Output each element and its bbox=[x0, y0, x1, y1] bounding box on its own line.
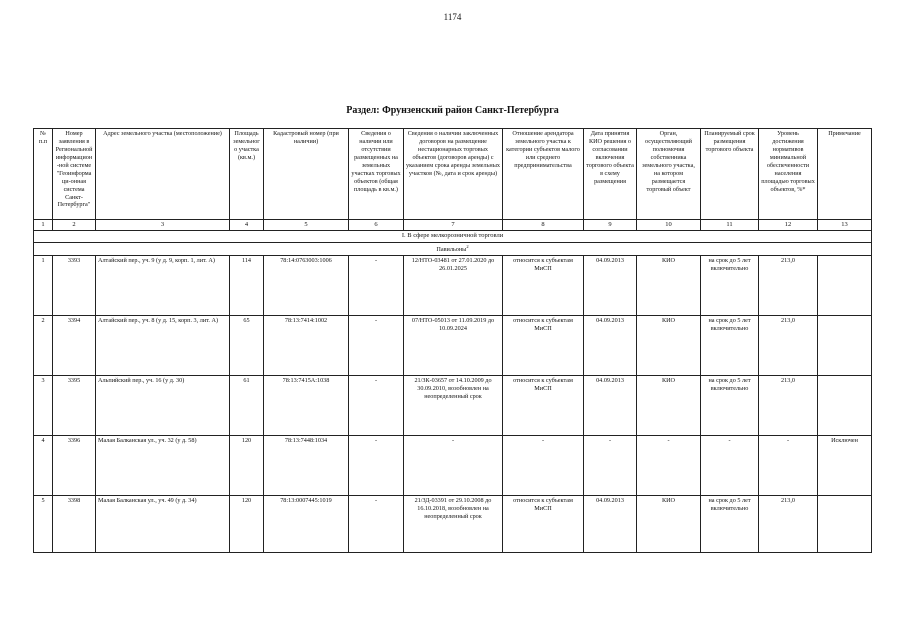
application-number-cell: 3394 bbox=[53, 316, 96, 376]
row-number-cell: 3 bbox=[34, 376, 53, 436]
note-cell bbox=[818, 496, 872, 553]
provision-level-cell: - bbox=[759, 436, 818, 496]
header-cell bbox=[759, 129, 818, 220]
approval-date-cell: 04.09.2013 bbox=[584, 376, 637, 436]
approval-date-cell: 04.09.2013 bbox=[584, 316, 637, 376]
column-number: 2 bbox=[53, 220, 96, 231]
column-number-row bbox=[34, 220, 872, 231]
header-cell: Сведения о наличии заключенных договоров на размещение нестационарных торговых объектов (договоров аренды) с указанием срока аренды земельных участков (№, дата и срок аренды) bbox=[404, 129, 503, 220]
column-number: 3 bbox=[96, 220, 230, 231]
sme-status-cell: - bbox=[503, 436, 584, 496]
cadastral-number-cell: 78:13:7414:1002 bbox=[264, 316, 349, 376]
table-row bbox=[34, 436, 872, 496]
row-number-cell: 1 bbox=[34, 256, 53, 316]
section-title: Раздел: Фрунзенский район Санкт-Петербурга bbox=[346, 105, 559, 116]
approval-date-cell: - bbox=[584, 436, 637, 496]
area-cell: 120 bbox=[230, 496, 264, 553]
area-cell: 114 bbox=[230, 256, 264, 316]
group-heading: I. В сфере мелкорозничной торговли bbox=[34, 231, 872, 243]
header-cell-text: Уровень достижения нормативов минимальной обеспеченности населения площадью торговых объектов, % bbox=[761, 130, 815, 193]
table-row bbox=[34, 316, 872, 376]
header-cell: Адрес земельного участка (местоположение) bbox=[96, 129, 230, 220]
contract-info-cell: 21/ЗД-03391 от 29.10.2008 до 16.10.2018, возобновлен на неопределенный срок bbox=[404, 496, 503, 553]
column-number: 9 bbox=[584, 220, 637, 231]
address-cell: Алтайский пер., уч. 9 (у д. 9, корп. 1, лит. А) bbox=[96, 256, 230, 316]
application-number-cell: 3393 bbox=[53, 256, 96, 316]
area-cell: 61 bbox=[230, 376, 264, 436]
planned-term-cell: на срок до 5 лет включительно bbox=[701, 256, 759, 316]
column-number: 12 bbox=[759, 220, 818, 231]
header-row bbox=[34, 129, 872, 220]
contract-info-cell: 07/НТО-05013 от 11.09.2019 до 10.09.2024 bbox=[404, 316, 503, 376]
note-cell: Исключен bbox=[818, 436, 872, 496]
header-cell: Примечание bbox=[818, 129, 872, 220]
column-number: 1 bbox=[34, 220, 53, 231]
contract-info-cell: - bbox=[404, 436, 503, 496]
column-number: 6 bbox=[349, 220, 404, 231]
registry-table bbox=[33, 128, 872, 553]
sme-status-cell: относится к субъектам МиСП bbox=[503, 376, 584, 436]
column-number: 5 bbox=[264, 220, 349, 231]
authority-cell: КИО bbox=[637, 256, 701, 316]
subgroup-label: Павильоны bbox=[436, 246, 467, 254]
authority-cell: - bbox=[637, 436, 701, 496]
address-cell: Малая Балканская ул., уч. 49 (у д. 34) bbox=[96, 496, 230, 553]
planned-term-cell: - bbox=[701, 436, 759, 496]
approval-date-cell: 04.09.2013 bbox=[584, 256, 637, 316]
cadastral-number-cell: 78:14:0763003:1006 bbox=[264, 256, 349, 316]
column-number: 4 bbox=[230, 220, 264, 231]
application-number-cell: 3395 bbox=[53, 376, 96, 436]
note-cell bbox=[818, 256, 872, 316]
cadastral-number-cell: 78:13:0007445:1019 bbox=[264, 496, 349, 553]
footnote-mark: * bbox=[802, 185, 806, 193]
row-number-cell: 2 bbox=[34, 316, 53, 376]
table-row bbox=[34, 376, 872, 436]
page-number: 1174 bbox=[443, 12, 462, 22]
footnote-mark: 2 bbox=[466, 244, 469, 250]
header-cell: Площадь земельного участка (кв.м.) bbox=[230, 129, 264, 220]
cadastral-number-cell: 78:13:7448:1034 bbox=[264, 436, 349, 496]
group-row bbox=[34, 231, 872, 243]
existing-objects-cell: - bbox=[349, 256, 404, 316]
area-cell: 65 bbox=[230, 316, 264, 376]
planned-term-cell: на срок до 5 лет включительно bbox=[701, 376, 759, 436]
sme-status-cell: относится к субъектам МиСП bbox=[503, 256, 584, 316]
application-number-cell: 3396 bbox=[53, 436, 96, 496]
authority-cell: КИО bbox=[637, 316, 701, 376]
planned-term-cell: на срок до 5 лет включительно bbox=[701, 316, 759, 376]
authority-cell: КИО bbox=[637, 376, 701, 436]
existing-objects-cell: - bbox=[349, 436, 404, 496]
row-number-cell: 5 bbox=[34, 496, 53, 553]
header-cell: Планируемый срок размещения торгового объекта bbox=[701, 129, 759, 220]
header-cell: № п.п bbox=[34, 129, 53, 220]
column-number: 13 bbox=[818, 220, 872, 231]
existing-objects-cell: - bbox=[349, 496, 404, 553]
provision-level-cell: 213,0 bbox=[759, 316, 818, 376]
header-cell: Номер заявления в Региональной информацион-ной системе "Геоинформаци-онная система Санкт-Петербурга" bbox=[53, 129, 96, 220]
contract-info-cell: 12/НТО-03481 от 27.01.2020 до 26.01.2025 bbox=[404, 256, 503, 316]
area-cell: 120 bbox=[230, 436, 264, 496]
provision-level-cell: 213,0 bbox=[759, 376, 818, 436]
header-cell: Орган, осуществляющий полномочия собственника земельного участка, на котором размещается торговый объект bbox=[637, 129, 701, 220]
existing-objects-cell: - bbox=[349, 316, 404, 376]
sme-status-cell: относится к субъектам МиСП bbox=[503, 496, 584, 553]
authority-cell: КИО bbox=[637, 496, 701, 553]
planned-term-cell: на срок до 5 лет включительно bbox=[701, 496, 759, 553]
contract-info-cell: 21/ЗК-03657 от 14.10.2009 до 30.09.2010, возобновлен на неопределенный срок bbox=[404, 376, 503, 436]
sme-status-cell: относится к субъектам МиСП bbox=[503, 316, 584, 376]
cadastral-number-cell: 78:13:7415А:1038 bbox=[264, 376, 349, 436]
column-number: 8 bbox=[503, 220, 584, 231]
table-row bbox=[34, 496, 872, 553]
subgroup-row bbox=[34, 243, 872, 256]
provision-level-cell: 213,0 bbox=[759, 256, 818, 316]
header-cell: Отношение арендатора земельного участка к категории субъектов малого или среднего предпринимательства bbox=[503, 129, 584, 220]
address-cell: Альпийский пер., уч. 16 (у д. 30) bbox=[96, 376, 230, 436]
row-number-cell: 4 bbox=[34, 436, 53, 496]
table-row bbox=[34, 256, 872, 316]
note-cell bbox=[818, 376, 872, 436]
application-number-cell: 3398 bbox=[53, 496, 96, 553]
header-cell: Сведения о наличии или отсутствии размещенных на земельных участках торговых объектов (общая площадь в кв.м.) bbox=[349, 129, 404, 220]
header-cell: Дата принятия КИО решения о согласовании включения торгового объекта в схему размещения bbox=[584, 129, 637, 220]
address-cell: Алтайский пер., уч. 8 (у д. 15, корп. 3, лит. А) bbox=[96, 316, 230, 376]
column-number: 11 bbox=[701, 220, 759, 231]
column-number: 7 bbox=[404, 220, 503, 231]
column-number: 10 bbox=[637, 220, 701, 231]
subgroup-heading bbox=[34, 243, 872, 256]
existing-objects-cell: - bbox=[349, 376, 404, 436]
address-cell: Малая Балканская ул., уч. 32 (у д. 58) bbox=[96, 436, 230, 496]
header-cell: Кадастровый номер (при наличии) bbox=[264, 129, 349, 220]
approval-date-cell: 04.09.2013 bbox=[584, 496, 637, 553]
provision-level-cell: 213,0 bbox=[759, 496, 818, 553]
note-cell bbox=[818, 316, 872, 376]
